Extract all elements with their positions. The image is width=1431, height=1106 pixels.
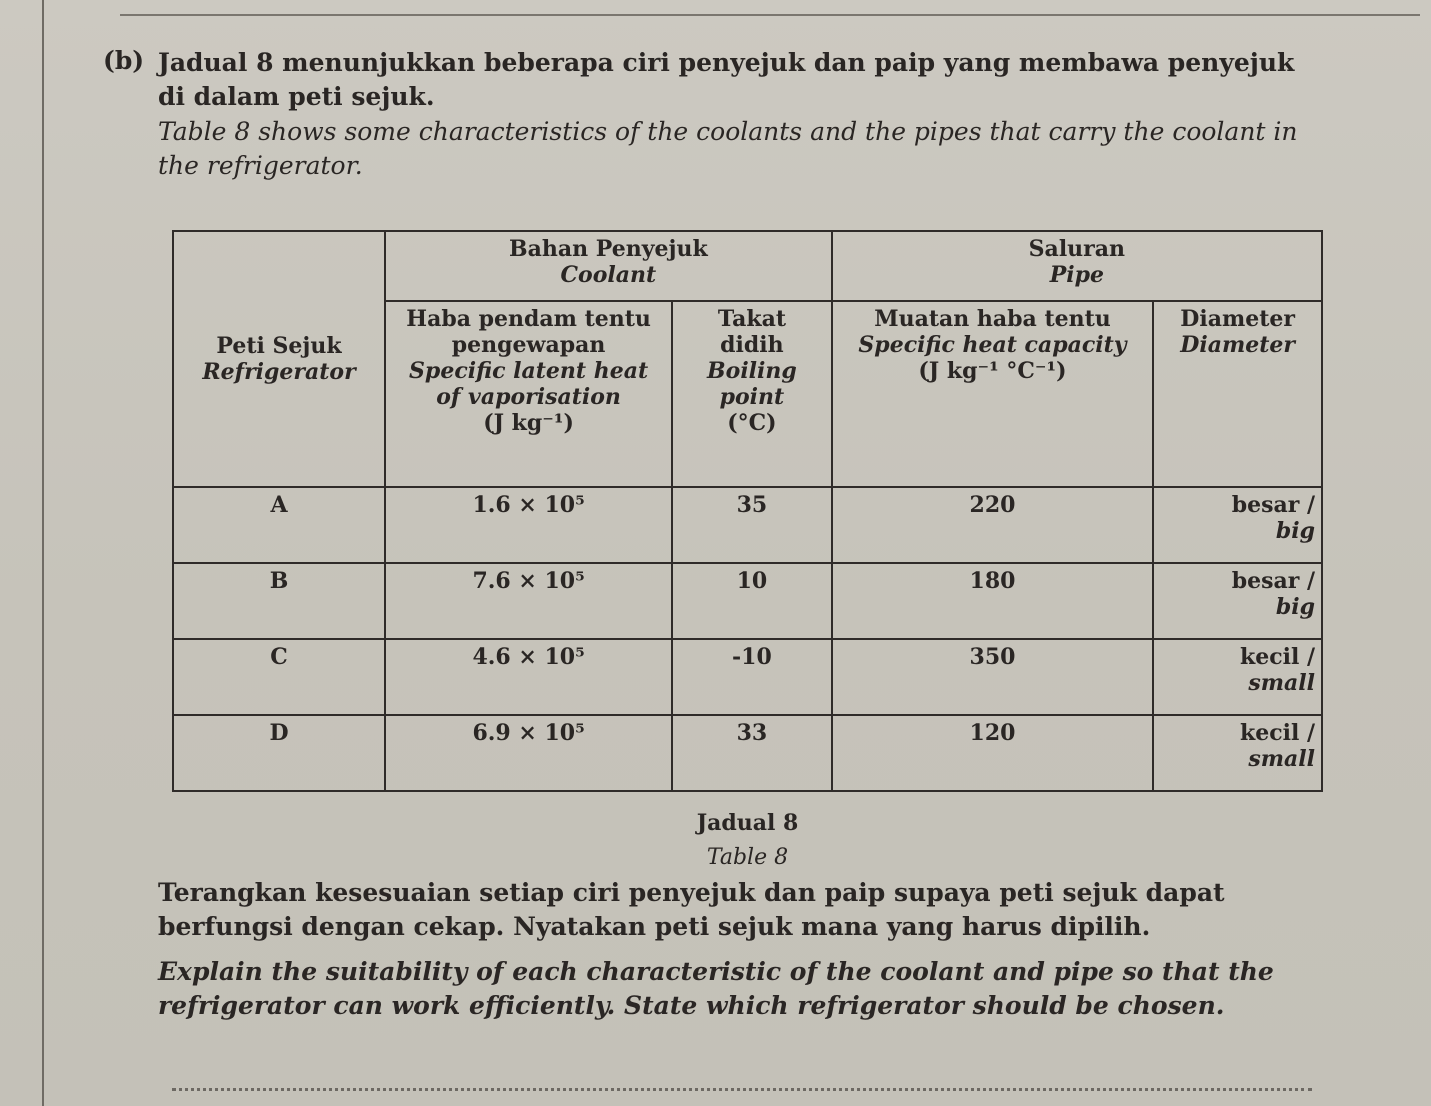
diameter-cell bbox=[1153, 715, 1322, 791]
table-caption-malay: Jadual 8 bbox=[696, 810, 799, 836]
latent-heat-header bbox=[385, 301, 672, 487]
pipe-group-malay: Saluran bbox=[1028, 236, 1126, 262]
latent-heat-english-2: of vaporisation bbox=[436, 384, 621, 410]
refrigerator-cell: C bbox=[173, 639, 385, 715]
coolant-group-header bbox=[385, 231, 832, 301]
pipe-group-header bbox=[832, 231, 1322, 301]
diameter-english: Diameter bbox=[1180, 332, 1295, 358]
boiling-point-cell: -10 bbox=[672, 639, 832, 715]
margin-line bbox=[42, 0, 44, 1106]
boiling-point-cell: 35 bbox=[672, 487, 832, 563]
boiling-point-english-1: Boiling bbox=[707, 358, 797, 384]
question-label: (b) bbox=[103, 46, 145, 75]
top-divider bbox=[120, 14, 1420, 16]
table-caption-english: Table 8 bbox=[706, 845, 789, 870]
boiling-point-english-2: point bbox=[719, 384, 785, 410]
latent-heat-malay-1: Haba pendam tentu bbox=[406, 306, 651, 332]
heat-capacity-cell: 120 bbox=[832, 715, 1154, 791]
intro-malay-text: Jadual 8 menunjukkan beberapa ciri penyejuk dan paip yang membawa penyejuk di dalam peti sejuk. bbox=[158, 48, 1295, 111]
boiling-point-cell: 10 bbox=[672, 563, 832, 639]
refrigerator-cell: B bbox=[173, 563, 385, 639]
diameter-cell bbox=[1153, 639, 1322, 715]
boiling-point-malay-2: didih bbox=[720, 332, 784, 358]
latent-heat-cell: 7.6 × 10⁵ bbox=[385, 563, 672, 639]
heat-capacity-header bbox=[832, 301, 1154, 487]
table-row bbox=[173, 639, 1322, 715]
latent-heat-cell: 6.9 × 10⁵ bbox=[385, 715, 672, 791]
boiling-point-cell: 33 bbox=[672, 715, 832, 791]
heat-capacity-malay: Muatan haba tentu bbox=[874, 306, 1111, 332]
question-english-text: Explain the suitability of each characteristic of the coolant and pipe so that the refrigerator can work efficiently. State which refrigerator should be chosen. bbox=[158, 957, 1274, 1020]
diameter-malay: Diameter bbox=[1180, 306, 1295, 332]
table-row bbox=[173, 487, 1322, 563]
question-malay-text: Terangkan kesesuaian setiap ciri penyejuk dan paip supaya peti sejuk dapat berfungsi dengan cekap. Nyatakan peti sejuk mana yang harus dipilih. bbox=[158, 878, 1225, 941]
refrigerator-header-english: Refrigerator bbox=[202, 359, 356, 385]
diameter-english-value: big bbox=[1275, 518, 1315, 544]
refrigerator-cell: D bbox=[173, 715, 385, 791]
characteristics-table bbox=[172, 230, 1323, 792]
heat-capacity-english: Specific heat capacity bbox=[858, 332, 1127, 358]
latent-heat-english-1: Specific latent heat bbox=[409, 358, 649, 384]
diameter-malay-value: besar / bbox=[1231, 568, 1315, 594]
answer-line[interactable] bbox=[172, 1088, 1312, 1091]
diameter-malay-value: besar / bbox=[1231, 492, 1315, 518]
boiling-point-malay-1: Takat bbox=[717, 306, 786, 332]
diameter-malay-value: kecil / bbox=[1239, 644, 1315, 670]
diameter-cell bbox=[1153, 487, 1322, 563]
diameter-header bbox=[1153, 301, 1322, 487]
diameter-malay-value: kecil / bbox=[1239, 720, 1315, 746]
diameter-english-value: small bbox=[1248, 670, 1315, 696]
diameter-cell bbox=[1153, 563, 1322, 639]
heat-capacity-unit: (J kg⁻¹ °C⁻¹) bbox=[918, 358, 1067, 384]
diameter-english-value: big bbox=[1275, 594, 1315, 620]
pipe-group-english: Pipe bbox=[1049, 262, 1104, 288]
heat-capacity-cell: 350 bbox=[832, 639, 1154, 715]
latent-heat-cell: 4.6 × 10⁵ bbox=[385, 639, 672, 715]
latent-heat-cell: 1.6 × 10⁵ bbox=[385, 487, 672, 563]
coolant-group-malay: Bahan Penyejuk bbox=[509, 236, 708, 262]
table-row bbox=[173, 715, 1322, 791]
refrigerator-header-malay: Peti Sejuk bbox=[216, 333, 342, 359]
heat-capacity-cell: 220 bbox=[832, 487, 1154, 563]
intro-english-text: Table 8 shows some characteristics of the coolants and the pipes that carry the coolant in the refrigerator. bbox=[158, 117, 1298, 180]
coolant-group-english: Coolant bbox=[560, 262, 657, 288]
latent-heat-malay-2: pengewapan bbox=[451, 332, 606, 358]
refrigerator-cell: A bbox=[173, 487, 385, 563]
boiling-point-unit: (°C) bbox=[727, 410, 777, 436]
table-row bbox=[173, 563, 1322, 639]
latent-heat-unit: (J kg⁻¹) bbox=[483, 410, 574, 436]
diameter-english-value: small bbox=[1248, 746, 1315, 772]
boiling-point-header bbox=[672, 301, 832, 487]
refrigerator-header bbox=[173, 231, 385, 487]
table-header-row bbox=[173, 231, 1322, 301]
heat-capacity-cell: 180 bbox=[832, 563, 1154, 639]
